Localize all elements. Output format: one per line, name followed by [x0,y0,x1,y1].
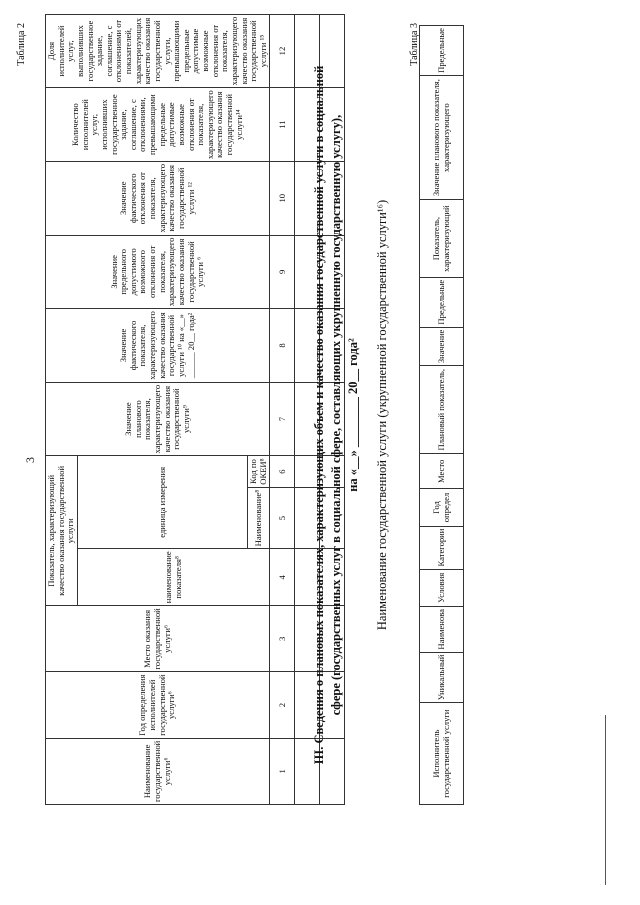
heading-line-2: сфере (государственных услуг в социальной сфере, составляющих укрупненную государственную услугу), [328,114,343,716]
header-actual-deviation: Значение фактического отклонения от показателя, характеризующего качество оказания государственной услуги ¹² [46,161,270,235]
header-planned: Плановый показатель, [420,366,464,454]
service-name-line: Наименование государственной услуги (укрупненной государственной услуги¹⁶) [375,199,389,631]
col-number: 12 [270,14,295,88]
header-category: Категории [420,526,464,569]
col-number: 1 [270,738,295,804]
rotated-page [15,17,625,887]
header-allowed-deviation: Значение предельного допустимого возможного отклонения от показателя, характеризующего качество оказания государственной услуги ⁶ [46,235,270,309]
header-unique: Уникальный [420,652,464,703]
table-2 [45,14,345,805]
header-planned-value: Значение планового показателя, характеризующего качество оказания государственной услуги⁹ [46,382,270,456]
section-heading [311,25,362,805]
header-condition: Условия [420,569,464,607]
col-number: 11 [270,88,295,162]
col-number: 7 [270,382,295,456]
table-2-label: Таблица 2 [16,23,27,66]
table-3-label: Таблица 3 [409,23,420,66]
header-year: Год определ [420,489,464,526]
header-limits: Предельные [420,277,464,327]
header-values: Значение [420,327,464,366]
header-service-name: Наименование государственной услуги⁶ [46,738,270,804]
heading-line-3: на «__» ________ 20__ года² [345,338,360,492]
header-place: Место оказания государственной услуги⁶ [46,606,270,672]
header-indicator-name: наименование показателя⁸ [77,549,270,606]
header-plan-value: Значение планового показателя, характеризующего [420,75,464,200]
header-quality-indicator: Показатель, характеризующий качество оказания государственной услуги [46,456,78,606]
page-number: 3 [23,457,37,463]
column-numbers-row [270,14,295,804]
header-executors-count: Количество исполнителей услуг, исполнивших государственное задание, соглашение, с отклонениями, превышающими предельные допустимые возможные отклонения от показателя, характеризующего качество оказания государственной услуги¹⁴ [46,88,270,162]
col-number: 4 [270,549,295,606]
col-number: 10 [270,161,295,235]
header-name: Наименова [420,607,464,653]
col-number: 5 [270,487,295,549]
header-year: Год определения исполнителей государственной услуги⁶ [46,672,270,738]
col-number: 3 [270,606,295,672]
header-unit: единица измерения [77,456,247,549]
col-number: 9 [270,235,295,309]
col-number: 8 [270,309,295,383]
header-executor: Исполнитель государственной услуги [420,703,464,805]
header-indicator: Показатель, характеризующий [420,200,464,277]
header-actual-value: Значение фактического показателя, характеризующего качество оказания государственной услуги ¹⁰ на «__» ______ 20__ года² [46,309,270,383]
heading-line-1: III. Сведения о плановых показателях, характеризующих объем и качество оказания государственной услуги в социальной [312,65,326,765]
header-place: Место [420,454,464,489]
header-unit-name: Наименование⁸ [248,487,270,549]
col-number: 6 [270,456,295,487]
header-okei: Код по ОКЕИ⁸ [248,456,270,487]
footnote-divider [605,715,606,885]
header-limits-2: Предельные [420,26,464,76]
table-3 [419,25,464,805]
header-executors-share: Доля исполнителей услуг, выполнивших государственное задание, соглашение, с отклонениями от показателей, характеризующих качество оказания государственной услуги, превышающими предельные допустимые возможные отклонения от показателя, характеризующего качество оказания государственной услуги ¹⁵ [46,14,270,88]
col-number: 2 [270,672,295,738]
